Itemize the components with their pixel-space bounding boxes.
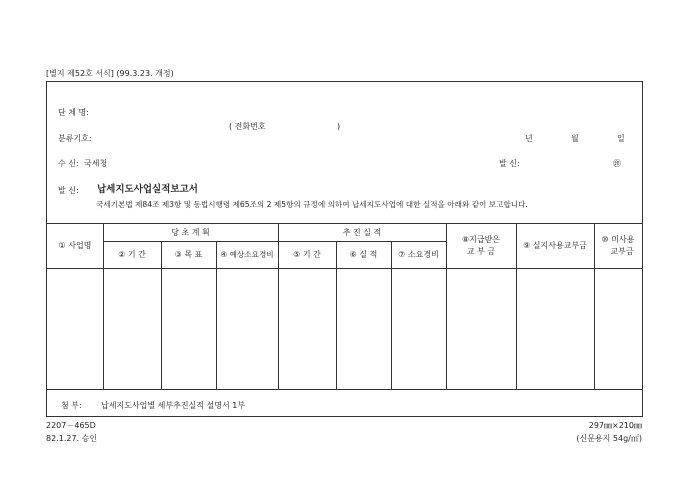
report-form [46, 81, 643, 417]
header-bottom-line [47, 268, 642, 269]
form-id: [별지 제52호 서식] (99.3.23. 개정) [46, 69, 174, 78]
phone-close: ) [337, 122, 341, 131]
subheader-line [103, 241, 446, 242]
to-label: 수 신: [58, 159, 79, 168]
col-divider [391, 241, 392, 389]
class-label: 분류기호: [58, 134, 92, 143]
table-bottom-line [47, 389, 642, 390]
col-received-subsidy-2: 교 부 금 [466, 247, 496, 256]
col-exec-cost: ⑦ 소요경비 [398, 250, 439, 259]
col-plan-target: ③ 목 표 [174, 250, 203, 259]
col-divider [216, 241, 217, 389]
footer-approval: 82.1.27. 승인 [46, 434, 98, 443]
col-plan-cost: ④ 예상소요경비 [220, 250, 274, 259]
year-label: 년 [525, 134, 533, 143]
footer-paper-size: 297㎜×210㎜ [588, 421, 642, 430]
attach-value: 납세지도사업별 세부추진실적 설명서 1부 [101, 401, 246, 410]
col-divider [103, 223, 104, 389]
col-received-subsidy: ⑧지급받은 [461, 235, 501, 244]
seal-mark: ㊞ [613, 159, 621, 168]
sender-label: 발 신: [58, 186, 79, 195]
day-label: 일 [617, 134, 625, 143]
to-value: 국세청 [84, 159, 108, 168]
col-divider [336, 241, 337, 389]
col-divider [594, 223, 595, 389]
from-label: 발 신: [499, 159, 520, 168]
col-business-name: ① 사업명 [58, 241, 92, 250]
table-top-line [47, 223, 642, 224]
col-unused-subsidy: ⑩ 미사용 [601, 235, 635, 244]
plan-group-header: 당 초 계 획 [171, 228, 210, 237]
col-divider [278, 223, 279, 389]
org-name-label: 단 체 명: [58, 108, 89, 117]
report-title: 납세지도사업실적보고서 [97, 184, 198, 195]
month-label: 월 [571, 134, 579, 143]
col-unused-subsidy-2: 교부금 [610, 247, 634, 256]
exec-group-header: 추 진 실 적 [342, 228, 382, 237]
col-divider [161, 241, 162, 389]
col-exec-result: ⑥ 실 적 [349, 250, 378, 259]
col-exec-period: ⑤ 기 간 [293, 250, 321, 259]
col-used-subsidy: ⑨ 실지사용교부금 [523, 241, 587, 250]
report-body: 국세기본법 제84조 제3항 및 동법시행령 제65조의 2 제5항의 규정에 의하여 납세지도사업에 대한 실적을 아래와 같이 보고합니다. [96, 200, 528, 209]
col-plan-period: ② 기 간 [118, 250, 146, 259]
phone-label: ( 전화번호 [229, 122, 266, 131]
footer-code: 2207－465D [46, 421, 96, 430]
footer-paper-type: (신문용지 54g/㎡) [576, 434, 642, 443]
attach-label: 첨 부: [61, 401, 82, 410]
